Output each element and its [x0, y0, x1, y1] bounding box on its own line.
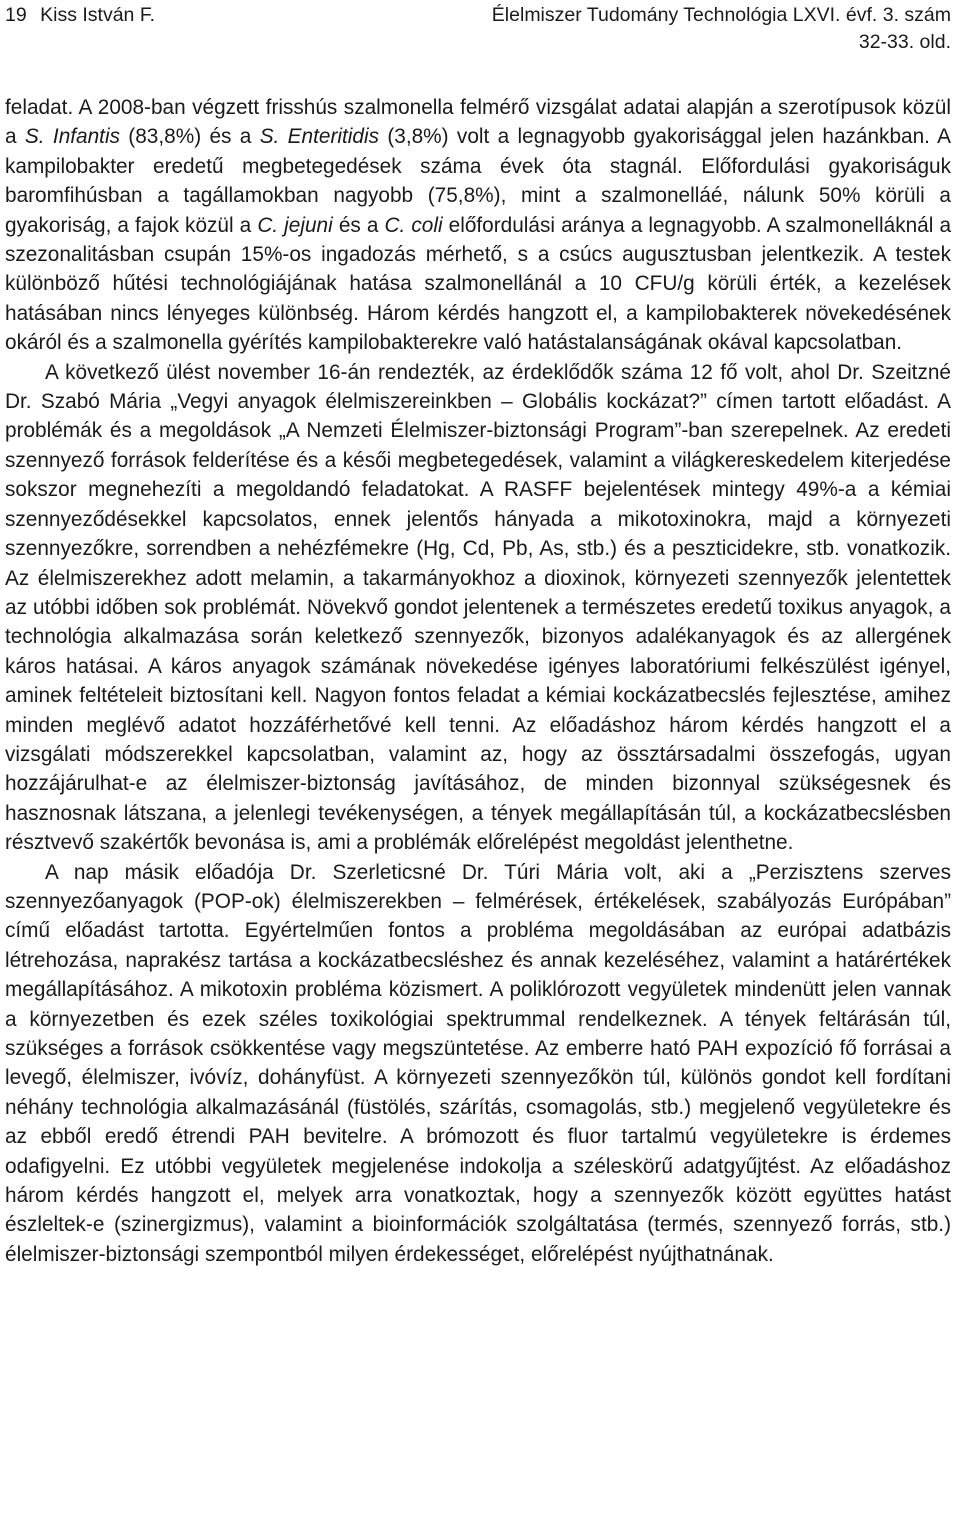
article-body: [5, 93, 951, 1269]
text-run: és a: [332, 213, 385, 237]
page-number: 19: [5, 4, 27, 26]
italic-term: S. Enteritidis: [259, 125, 379, 149]
journal-pages: 32-33. old.: [858, 31, 951, 53]
journal-title: Élelmiszer Tudomány Technológia LXVI. évf. 3. szám: [491, 4, 951, 26]
paragraph-3: [5, 858, 951, 1270]
header-author: Kiss István F.: [40, 4, 155, 26]
text-run: (3,8%) volt a legnagyobb gyakorisággal jelen hazánkban. A kampilobakter eredetű megbetegedések száma évek óta stagnál. Előfordulási gyakoriságuk baromfihúsban a tagállamokban nagyobb (75,8%), mint a szalmonelláé, nálunk 50% körüli a gyakoriság, a fajok közül a: [5, 125, 951, 237]
italic-term: C. jejuni: [257, 213, 333, 237]
text-run: A következő ülést november 16-án rendezték, az érdeklődők száma 12 fő volt, ahol Dr. Szeitzné Dr. Szabó Mária „Vegyi anyagok élelmiszereinkben – Globális kockázat?” címen tartott előadást. A problémák és a megoldások „A Nemzeti Élelmiszer-biztonsági Program”-ban szerepelnek. Az eredeti szennyező források felderítése és a késői megbetegedések, valamint a világkereskedelem kiterjedése sokszor megnehezíti a megoldandó feladatokat. A RASFF bejelentések mintegy 49%-a a kémiai szennyeződésekkel kapcsolatos, ennek jelentős hányada a mikotoxinokra, majd a környezeti szennyezőkre, sorrendben a nehézfémekre (Hg, Cd, Pb, As, stb.) és a peszticidekre, stb. vonatkozik. Az élelmiszerekhez adott melamin, a takarmányokhoz a dioxinok, környezeti szennyezők jelentettek az utóbbi időben sok problémát. Növekvő gondot jelentenek a természetes eredetű toxikus anyagok, a technológia alkalmazása során keletkező szennyezők, bizonyos adalékanyagok és az allergének káros hatásai. A káros anyagok számának növekedése igényes laboratóriumi felkészülést igényel, aminek feltételeit biztosítani kell. Nagyon fontos feladat a kémiai kockázatbecslés fejlesztése, amihez minden meglévő adatot hozzáférhetővé kell tenni. Az előadáshoz három kérdés hangzott el a vizsgálati módszerekkel kapcsolatban, valamint az, hogy az össztársadalmi összefogás, ugyan hozzájárulhat-e az élelmiszer-biztonság javításához, de minden bizonnyal szükségesnek és hasznosnak látszana, a jelenlegi tevékenységen, a tények megállapításán túl, a kockázatbecslésben résztvevő szakértők bevonása is, ami a problémák előrelépést megoldást jelenthetne.: [5, 360, 951, 855]
header-right: [492, 2, 951, 56]
text-run: előfordulási aránya a legnagyobb. A szalmonelláknál a szezonalitásban csupán 15%-os ingadozás mérhető, s a csúcs augusztusban jelentkezik. A testek különböző hűtési technológiájának hatása szalmonellánál a 10 CFU/g körüli érték, a kezelések hatásában nincs lényeges különbség. Három kérdés hangzott el, a kampilobakterek növekedésének okáról és a szalmonella gyérítés kampilobakterekre való hatástalanságának okával kapcsolatban.: [5, 213, 952, 355]
text-run: A nap másik előadója Dr. Szerleticsné Dr. Túri Mária volt, aki a „Perzisztens szerves szennyezőanyagok (POP-ok) élelmiszerekben – felmérések, értékelések, szabályozás Európában” című előadást tartotta. Egyértelműen fontos a probléma megoldásában az európai adatbázis létrehozása, naprakész tartása a kockázatbecsléshez és annak kezeléséhez, valamint a határértékek megállapításához. A mikotoxin probléma közismert. A poliklórozott vegyületek mindenütt jelen vannak a környezetben és ezek széles toxikológiai spektrummal rendelkeznek. A tények feltárásán túl, szükséges a források csökkentése vagy megszüntetése. Az emberre ható PAH expozíció fő forrásai a levegő, élelmiszer, ivóvíz, dohányfüst. A környezeti szennyezőkön túl, különös gondot kell fordítani néhány technológia alkalmazásánál (füstölés, szárítás, csomagolás, stb.) megjelenő vegyületekre és az ebből eredő étrendi PAH bevitelre. A brómozott és fluor tartalmú vegyületekre is érdemes odafigyelni. Ez utóbbi vegyületek megjelenése indokolja a széleskörű adatgyűjtést. Az előadáshoz három kérdés hangzott el, melyek arra vonatkoztak, hogy a szennyezők között együttes hatást észleltek-e (szinergizmus), valamint a bioinformációk szolgáltatása (termés, szennyező forrás, stb.) élelmiszer-biztonsági szempontból milyen érdekességet, előrelépést nyújthatnának.: [5, 860, 951, 1266]
paragraph-1: [5, 93, 951, 358]
italic-term: S. Infantis: [24, 125, 120, 149]
header-left: [5, 2, 155, 29]
italic-term: C. coli: [384, 213, 443, 237]
text-run: feladat. A 2008-ban végzett frisshús szalmonella felmérő vizsgálat adatai alapján a szerotípusok közül a: [5, 96, 951, 149]
paragraph-2: [5, 358, 951, 858]
text-run: (83,8%) és a: [119, 125, 260, 149]
